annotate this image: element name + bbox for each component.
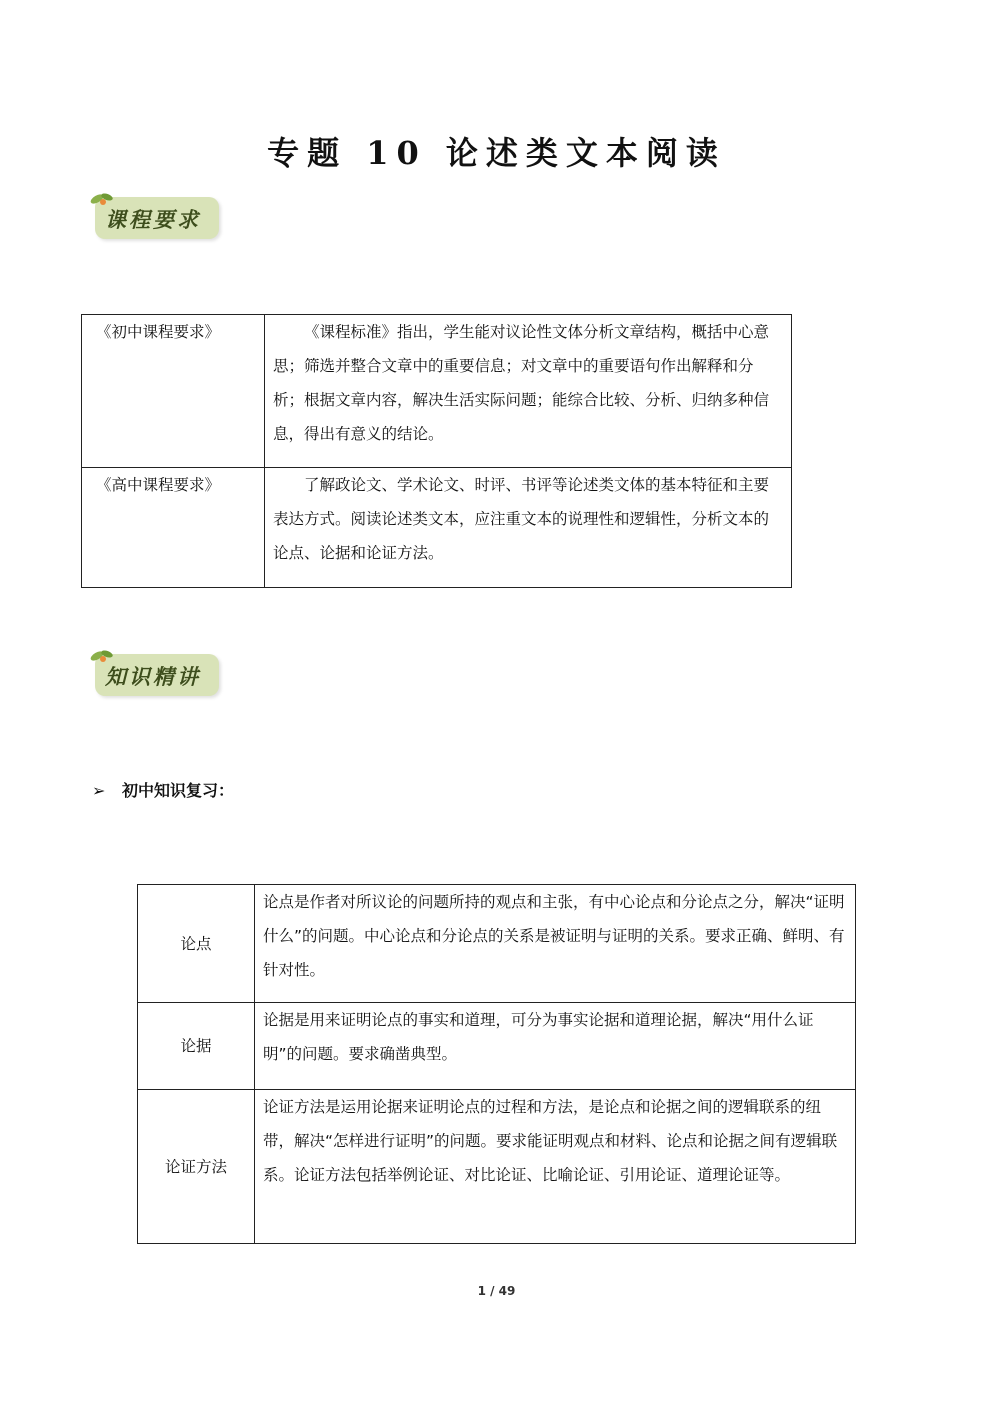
arrow-bullet-icon: ➢ bbox=[92, 781, 106, 800]
knowledge-table bbox=[137, 884, 856, 1244]
table-cell-value: 论点是作者对所议论的问题所持的观点和主张，有中心论点和分论点之分，解决“证明什么”的问题。中心论点和分论点的关系是被证明与证明的关系。要求正确、鲜明、有针对性。 bbox=[255, 885, 856, 1003]
badge-label: 课程要求 bbox=[105, 207, 201, 232]
page-number: 1 / 49 bbox=[477, 1284, 516, 1298]
table-cell-key: 论据 bbox=[138, 1003, 255, 1090]
table-row bbox=[82, 315, 792, 468]
section-badge-requirements bbox=[95, 197, 219, 239]
table-cell-key: 论证方法 bbox=[138, 1090, 255, 1244]
table-cell-value: 《课程标准》指出，学生能对议论性文体分析文章结构，概括中心意思；筛选并整合文章中的重要信息；对文章中的重要语句作出解释和分析；根据文章内容，解决生活实际问题；能综合比较、分析、归纳多种信息，得出有意义的结论。 bbox=[265, 315, 792, 468]
section-badge-knowledge bbox=[95, 654, 219, 696]
table-row bbox=[82, 468, 792, 588]
table-row bbox=[138, 1090, 856, 1244]
table-row bbox=[138, 1003, 856, 1090]
table-cell-key: 《高中课程要求》 bbox=[82, 468, 265, 588]
table-row bbox=[138, 885, 856, 1003]
table-cell-value: 论证方法是运用论据来证明论点的过程和方法，是论点和论据之间的逻辑联系的纽带，解决“怎样进行证明”的问题。要求能证明观点和材料、论点和论据之间有逻辑联系。论证方法包括举例论证、对比论证、比喻论证、引用论证、道理论证等。 bbox=[255, 1090, 856, 1244]
table-cell-key: 论点 bbox=[138, 885, 255, 1003]
review-heading-text: 初中知识复习： bbox=[122, 781, 235, 800]
badge-label: 知识精讲 bbox=[105, 664, 201, 689]
page-title: 专题 10 论述类文本阅读 bbox=[267, 134, 726, 172]
review-heading bbox=[92, 778, 234, 801]
table-cell-key: 《初中课程要求》 bbox=[82, 315, 265, 468]
table-cell-value: 了解政论文、学术论文、时评、书评等论述类文体的基本特征和主要表达方式。阅读论述类文本，应注重文本的说理性和逻辑性，分析文本的论点、论据和论证方法。 bbox=[265, 468, 792, 588]
curriculum-table bbox=[81, 314, 792, 588]
table-cell-value: 论据是用来证明论点的事实和道理，可分为事实论据和道理论据，解决“用什么证明”的问题。要求确凿典型。 bbox=[255, 1003, 856, 1090]
